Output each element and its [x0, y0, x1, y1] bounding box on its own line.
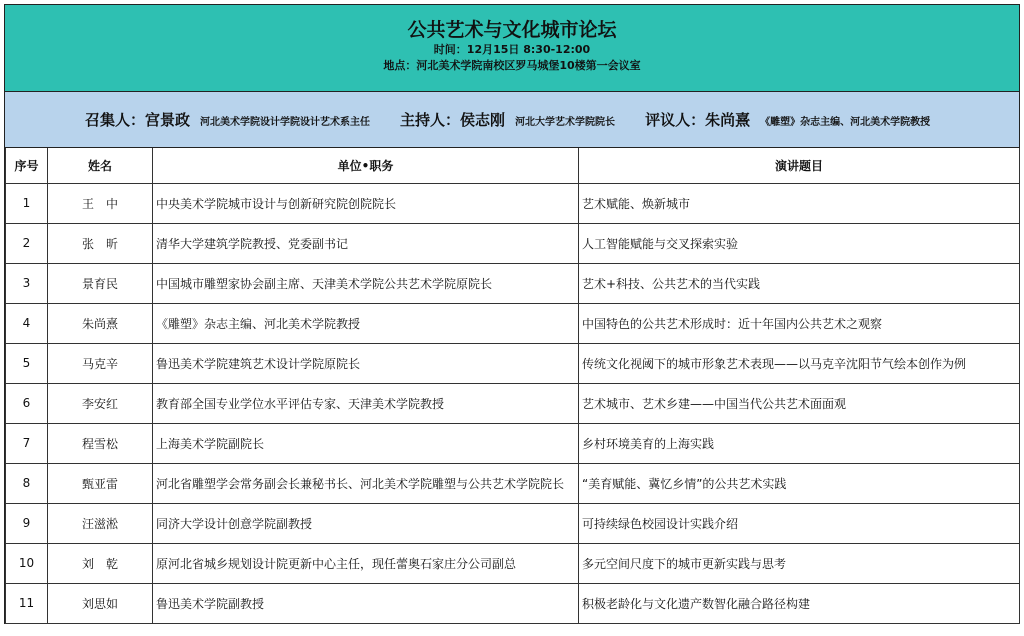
col-header-no: 序号	[6, 148, 48, 183]
row-no: 4	[6, 303, 48, 343]
row-topic: 多元空间尺度下的城市更新实践与思考	[579, 543, 1020, 583]
row-topic: 传统文化视阈下的城市形象艺术表现——以马克辛沈阳节气绘本创作为例	[579, 343, 1020, 383]
row-no: 9	[6, 503, 48, 543]
row-topic: 人工智能赋能与交叉探索实验	[579, 223, 1020, 263]
table-row	[6, 463, 1020, 503]
row-topic: 艺术+科技、公共艺术的当代实践	[579, 263, 1020, 303]
row-name: 甄亚雷	[48, 463, 153, 503]
row-org: 上海美术学院副院长	[153, 423, 579, 463]
table-row	[6, 303, 1020, 343]
moderator-label: 主持人：	[400, 111, 461, 129]
row-org: 教育部全国专业学位水平评估专家、天津美术学院教授	[153, 383, 579, 423]
row-topic: “美育赋能、冀忆乡情”的公共艺术实践	[579, 463, 1020, 503]
table-row	[6, 543, 1020, 583]
row-org: 中国城市雕塑家协会副主席、天津美术学院公共艺术学院原院长	[153, 263, 579, 303]
reviewer-name: 朱尚熹	[705, 111, 751, 129]
moderator-desc: 河北大学艺术学院院长	[515, 117, 616, 128]
row-name: 程雪松	[48, 423, 153, 463]
convener-name: 宫景政	[145, 111, 191, 129]
row-org: 鲁迅美术学院副教授	[153, 583, 579, 623]
row-no: 6	[6, 383, 48, 423]
convener-desc: 河北美术学院设计学院设计艺术系主任	[200, 117, 371, 128]
table-row	[6, 223, 1020, 263]
table-row	[6, 383, 1020, 423]
row-org: 中央美术学院城市设计与创新研究院创院院长	[153, 183, 579, 223]
col-header-org: 单位•职务	[153, 148, 579, 183]
row-name: 张 昕	[48, 223, 153, 263]
row-org: 同济大学设计创意学院副教授	[153, 503, 579, 543]
row-name: 李安红	[48, 383, 153, 423]
row-no: 11	[6, 583, 48, 623]
reviewer	[645, 109, 930, 130]
forum-schedule-sheet	[4, 4, 1020, 624]
moderator-name: 侯志刚	[460, 111, 506, 129]
row-topic: 乡村环境美育的上海实践	[579, 423, 1020, 463]
row-topic: 可持续绿色校园设计实践介绍	[579, 503, 1020, 543]
row-name: 刘思如	[48, 583, 153, 623]
row-no: 8	[6, 463, 48, 503]
row-no: 5	[6, 343, 48, 383]
row-no: 10	[6, 543, 48, 583]
row-name: 王 中	[48, 183, 153, 223]
row-no: 2	[6, 223, 48, 263]
row-no: 3	[6, 263, 48, 303]
row-no: 7	[6, 423, 48, 463]
table-row	[6, 183, 1020, 223]
col-header-topic: 演讲题目	[579, 148, 1020, 183]
title-block	[5, 4, 1019, 92]
reviewer-desc: 《雕塑》杂志主编、河北美术学院教授	[760, 117, 931, 128]
table-row	[6, 423, 1020, 463]
row-no: 1	[6, 183, 48, 223]
row-name: 汪滋淞	[48, 503, 153, 543]
table-header-row	[6, 148, 1020, 183]
host-row	[5, 92, 1019, 148]
forum-location: 地点：河北美术学院南校区罗马城堡10楼第一会议室	[383, 59, 641, 72]
row-topic: 中国特色的公共艺术形成时：近十年国内公共艺术之观察	[579, 303, 1020, 343]
forum-title: 公共艺术与文化城市论坛	[407, 19, 617, 41]
row-org: 鲁迅美术学院建筑艺术设计学院原院长	[153, 343, 579, 383]
row-topic: 积极老龄化与文化遗产数智化融合路径构建	[579, 583, 1020, 623]
convener	[85, 109, 370, 130]
row-name: 景育民	[48, 263, 153, 303]
moderator	[400, 109, 615, 130]
table-row	[6, 263, 1020, 303]
row-topic: 艺术城市、艺术乡建——中国当代公共艺术面面观	[579, 383, 1020, 423]
row-org: 河北省雕塑学会常务副会长兼秘书长、河北美术学院雕塑与公共艺术学院院长	[153, 463, 579, 503]
table-row	[6, 583, 1020, 623]
row-name: 刘 乾	[48, 543, 153, 583]
table-row	[6, 503, 1020, 543]
row-name: 朱尚熹	[48, 303, 153, 343]
table-row	[6, 343, 1020, 383]
convener-label: 召集人：	[85, 111, 146, 129]
col-header-name: 姓名	[48, 148, 153, 183]
row-org: 原河北省城乡规划设计院更新中心主任，现任蕾奥石家庄分公司副总	[153, 543, 579, 583]
forum-time: 时间：12月15日 8:30-12:00	[433, 43, 591, 56]
row-name: 马克辛	[48, 343, 153, 383]
row-topic: 艺术赋能、焕新城市	[579, 183, 1020, 223]
speaker-table	[5, 148, 1020, 624]
row-org: 《雕塑》杂志主编、河北美术学院教授	[153, 303, 579, 343]
reviewer-label: 评议人：	[645, 111, 706, 129]
row-org: 清华大学建筑学院教授、党委副书记	[153, 223, 579, 263]
